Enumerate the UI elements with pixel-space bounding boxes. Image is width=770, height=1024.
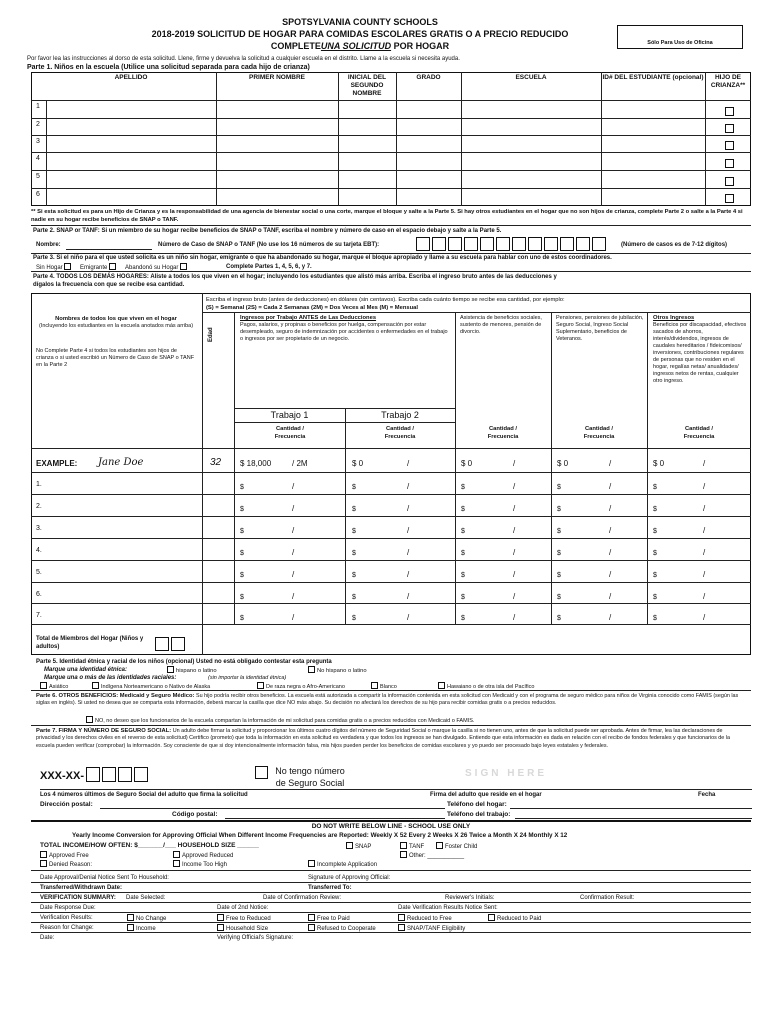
example-job1-frequency bbox=[292, 459, 308, 468]
frequency-slash: / bbox=[609, 548, 612, 557]
income-amount-field[interactable]: $ bbox=[461, 594, 465, 601]
free-to-reduced-label: Free to Reduced bbox=[226, 916, 271, 922]
income-amount-field[interactable]: $ bbox=[461, 550, 465, 557]
approved-free-label: Approved Free bbox=[49, 853, 89, 859]
income-label: Income bbox=[136, 926, 156, 932]
member-row-number: 2. bbox=[36, 503, 42, 510]
part5-title: Parte 5. Identidad étnica y racial de los niños (opcional) Usted no está obligado contestar esta pregunta bbox=[36, 659, 332, 665]
work-income-text: Pagos, salarios, y propinas o beneficios por huelga, compensación por estar desempleado, seguro de indemnización por accidentes o enfermedades en el trabajo o ingresos por ser propietario de un negocio. bbox=[240, 322, 448, 342]
slash: / bbox=[292, 459, 295, 468]
part7-title: Parte 7. FIRMA Y NÚMERO DE SEGURO SOCIAL: bbox=[36, 728, 172, 734]
frequency-slash: / bbox=[703, 482, 706, 491]
part7-text: Un adulto debe firmar la solicitud y proporcionar los últimos cuatro dígitos del número de Seguridad Social o marque la casilla si no tienen uno, antes de que la solicitud puede ser aprobada. Antes de firmar, lea las declaraciones de privacidad y los derechos civiles en el reverso de esta solicitud) Certifico (prometo) que toda la información en esta solicitud es verdadera y que todos los ingresos se han divulgado. Entiendo que esta información es dada en relación con el recibo de fondos federales y que funcionarios de la escuela pueden verificar (comprobar) la información. Soy consciente de que si doy intencionalmente información falsa, mis hijos pueden perder los beneficios de comidas escolares y yo puedo ser procesado bajo leyes estatales y federales. bbox=[36, 728, 730, 749]
case-digit-box[interactable] bbox=[592, 237, 606, 251]
verification-date: Date: bbox=[40, 935, 55, 941]
income-amount-field[interactable]: $ bbox=[240, 528, 244, 535]
case-digit-box[interactable] bbox=[496, 237, 510, 251]
no-share-option[interactable] bbox=[86, 716, 474, 725]
example-age: 32 bbox=[210, 457, 222, 468]
income-amount-field[interactable]: $ bbox=[557, 484, 561, 491]
frequency-slash: / bbox=[703, 504, 706, 513]
income-amount-field[interactable]: $ bbox=[557, 528, 561, 535]
case-digit-box[interactable] bbox=[480, 237, 494, 251]
tanf-label: TANF bbox=[409, 844, 425, 850]
income-amount-field[interactable]: $ bbox=[352, 572, 356, 579]
slash: / bbox=[513, 459, 516, 468]
white-label: Blanco bbox=[380, 684, 397, 690]
asian-checkbox[interactable] bbox=[40, 682, 47, 689]
part6-text: Su hijo podría recibir otros beneficios. La escuela está autorizada a compartir la información contenida en esta solicitud con Medicaid y con el programa de seguro médico para niños de Virginia conocido como FAMIS (según las siglas en inglés). Si usted no desea que se comparta esta información, deberá marcar la casilla que dice NO más abajo. Su decisión no afectará los derechos de su hijo para recibir comidas gratis o a precios reducidos. bbox=[36, 693, 739, 707]
case-digit-box[interactable] bbox=[464, 237, 478, 251]
example-assistance: $ 0 bbox=[461, 459, 473, 468]
income-amount-field[interactable]: $ bbox=[240, 506, 244, 513]
runaway-label: Abandonó su Hogar bbox=[125, 265, 179, 271]
frequency-slash: / bbox=[513, 613, 516, 622]
income-checkbox[interactable] bbox=[127, 924, 134, 931]
frequency-slash: / bbox=[703, 570, 706, 579]
foster-checkbox[interactable] bbox=[725, 124, 734, 133]
results-notice-sent: Date Verification Results Notice Sent: bbox=[398, 905, 498, 911]
frequency-slash: / bbox=[292, 592, 295, 601]
frequency-slash: / bbox=[609, 613, 612, 622]
office-use-box bbox=[617, 25, 743, 49]
member-row-number: 3. bbox=[36, 525, 42, 532]
example-job1: $ 18,000 bbox=[240, 459, 272, 468]
income-amount-field[interactable]: $ bbox=[240, 615, 244, 622]
income-amount-field[interactable]: $ bbox=[352, 506, 356, 513]
income-amount-field[interactable]: $ bbox=[653, 594, 657, 601]
verification-summary: VERIFICATION SUMMARY: bbox=[40, 895, 116, 901]
member-row-number: 6. bbox=[36, 591, 42, 598]
ssn-digit-box[interactable] bbox=[102, 767, 116, 782]
part1-title: Parte 1. Niños en la escuela (Utilice una solicitud separada para cada hijo de crianza) bbox=[27, 64, 310, 71]
hispanic-label: hispano o latino bbox=[176, 668, 217, 674]
incomplete-option[interactable] bbox=[308, 860, 377, 869]
approving-signature: Signature of Approving Official: bbox=[308, 875, 391, 881]
member-row-number: 4. bbox=[36, 547, 42, 554]
foster-office-label: Foster Child bbox=[445, 844, 478, 850]
homeless-checkbox[interactable] bbox=[64, 263, 71, 270]
snap-option[interactable] bbox=[346, 842, 371, 851]
col-school: ESCUELA bbox=[515, 74, 547, 81]
reduced-to-paid-label: Reduced to Paid bbox=[497, 916, 542, 922]
assistance-text: Asistencia de beneficios sociales, sustento de menores, pensión de divorcio. bbox=[460, 315, 542, 335]
amount-frequency-header: Cantidad / Frecuencia bbox=[274, 426, 306, 440]
foster-checkbox[interactable] bbox=[725, 159, 734, 168]
foster-office-checkbox[interactable] bbox=[436, 842, 443, 849]
income-amount-field[interactable]: $ bbox=[461, 506, 465, 513]
per-household: POR HOGAR bbox=[391, 41, 450, 51]
frequency-slash: / bbox=[292, 613, 295, 622]
frequency-slash: / bbox=[513, 482, 516, 491]
race-note: (sin importar la identidad étnica) bbox=[208, 675, 287, 681]
frequency-slash: / bbox=[407, 526, 410, 535]
frequency-value: 2M bbox=[296, 459, 308, 468]
frequency-slash: / bbox=[703, 592, 706, 601]
age-label: Edad bbox=[208, 327, 214, 342]
part4-title-2: dígalos la frecuencia con que se recibe esa cantidad. bbox=[33, 282, 185, 288]
response-due: Date Response Due: bbox=[40, 905, 96, 911]
case-digit-box[interactable] bbox=[448, 237, 462, 251]
col-first-name: PRIMER NOMBRE bbox=[249, 74, 305, 81]
income-amount-field[interactable]: $ bbox=[352, 615, 356, 622]
frequency-slash: / bbox=[292, 548, 295, 557]
approved-reduced-checkbox[interactable] bbox=[173, 851, 180, 858]
frequency-slash: / bbox=[513, 548, 516, 557]
income-amount-field[interactable]: $ bbox=[557, 506, 561, 513]
income-amount-field[interactable]: $ bbox=[461, 572, 465, 579]
complete-word: COMPLETE bbox=[270, 41, 321, 51]
total-income-line: TOTAL INCOME/HOW OFTEN: $_______/___ HOUSEHOLD SIZE ______ bbox=[40, 842, 259, 849]
frequency-slash: / bbox=[513, 526, 516, 535]
not-hispanic-label: No hispano o latino bbox=[317, 668, 367, 674]
income-frequency-note: Escriba el ingreso bruto (antes de deducciones) en dólares (sin centavos). Escriba cada cuánto tiempo se recibe esa cantidad, por ejemplo: bbox=[206, 297, 565, 303]
frequency-slash: / bbox=[609, 482, 612, 491]
second-notice: Date of 2nd Notice: bbox=[217, 905, 269, 911]
example-name: Jane Doe bbox=[98, 457, 144, 468]
frequency-slash: / bbox=[407, 504, 410, 513]
row-number: 1 bbox=[36, 103, 40, 110]
frequency-slash: / bbox=[513, 570, 516, 579]
ssn-caption: Los 4 números últimos de Seguro Social del adulto que firma la solicitud bbox=[40, 792, 248, 798]
income-amount-field[interactable]: $ bbox=[461, 615, 465, 622]
col-middle-initial: INICIAL DEL SEGUNDO NOMBRE bbox=[347, 74, 387, 97]
case-digit-box[interactable] bbox=[416, 237, 430, 251]
notice-sent-date: Date Approval/Denial Notice Sent To Household: bbox=[40, 875, 169, 881]
frequency-slash: / bbox=[609, 526, 612, 535]
other-checkbox[interactable] bbox=[400, 851, 407, 858]
approved-free-checkbox[interactable] bbox=[40, 851, 47, 858]
case-digit-box[interactable] bbox=[544, 237, 558, 251]
frequency-slash: / bbox=[407, 613, 410, 622]
denied-checkbox[interactable] bbox=[40, 860, 47, 867]
ssn-digit-box[interactable] bbox=[118, 767, 132, 782]
refused-checkbox[interactable] bbox=[308, 924, 315, 931]
approved-reduced-label: Approved Reduced bbox=[182, 853, 234, 859]
incomplete-label: Incomplete Application bbox=[317, 862, 378, 868]
date-caption: Fecha bbox=[698, 792, 716, 798]
row-divider bbox=[31, 494, 751, 495]
row-divider bbox=[31, 538, 751, 539]
income-amount-field[interactable]: $ bbox=[352, 528, 356, 535]
case-digit-box[interactable] bbox=[512, 237, 526, 251]
row-number: 3 bbox=[36, 138, 40, 145]
case-digit-box[interactable] bbox=[576, 237, 590, 251]
income-amount-field[interactable]: $ bbox=[653, 615, 657, 622]
amount-frequency-header: Cantidad / Frecuencia bbox=[683, 426, 715, 440]
col-last-name: APELLIDO bbox=[114, 74, 148, 81]
postal-code-label: Código postal: bbox=[172, 811, 218, 818]
frequency-slash: / bbox=[609, 592, 612, 601]
household-size-checkbox[interactable] bbox=[217, 924, 224, 931]
income-amount-field[interactable]: $ bbox=[352, 484, 356, 491]
income-amount-field[interactable]: $ bbox=[240, 550, 244, 557]
col-grade: GRADO bbox=[416, 74, 441, 81]
confirmation-review-date: Date of Confirmation Review: bbox=[263, 895, 342, 901]
col-student-id: ID# DEL ESTUDIANTE (opcional) bbox=[602, 74, 704, 81]
foster-checkbox[interactable] bbox=[725, 107, 734, 116]
free-to-reduced-checkbox[interactable] bbox=[217, 914, 224, 921]
migrant-label: Emigrante bbox=[80, 265, 108, 271]
total-digit-box[interactable] bbox=[171, 637, 185, 651]
amount-frequency-header: Cantidad / Frecuencia bbox=[384, 426, 416, 440]
reduced-to-free-label: Reduced to Free bbox=[407, 916, 452, 922]
instructions-text: Por favor lea las instrucciones al dorso de esta solicitud. Llene, firme y devuelva la solicitud a cualquier escuela en el distrito. Llame a la escuela si necesita ayuda. bbox=[27, 56, 460, 62]
part2-title: Parte 2. SNAP or TANF: Si un miembro de su hogar recibe beneficios de SNAP o TANF, escriba el nombre y número de caso en el espacio debajo y salte a la Parte 5. bbox=[33, 228, 502, 234]
case-digit-box[interactable] bbox=[432, 237, 446, 251]
slash: / bbox=[609, 459, 612, 468]
income-high-option[interactable] bbox=[173, 860, 227, 869]
foster-option[interactable] bbox=[436, 842, 477, 851]
foster-footnote: ** Si esta solicitud es para un Hijo de Crianza y es la responsabilidad de una agencia de bienestar social o una corte, marque el bloque y salte a la Parte 5. Si hay otros estudiantes en el hogar que no son hijos de crianza, complete Parte 2 o salte a la Parte 4 si nadie en su hogar recibe beneficios de SNAP o TANF. bbox=[31, 209, 743, 223]
income-amount-field[interactable]: $ bbox=[461, 528, 465, 535]
row-divider bbox=[31, 516, 751, 517]
part6-title: Parte 6. OTROS BENEFICIOS: Medicaid y Seguro Médico: bbox=[36, 693, 195, 699]
frequency-slash: / bbox=[292, 504, 295, 513]
case-digits-note: (Número de casos es de 7-12 dígitos) bbox=[621, 242, 728, 248]
free-to-paid-label: Free to Paid bbox=[317, 916, 350, 922]
frequency-slash: / bbox=[703, 526, 706, 535]
ssn-prefix: XXX-XX- bbox=[40, 770, 85, 782]
other-option[interactable] bbox=[400, 851, 464, 860]
snap-checkbox[interactable] bbox=[346, 842, 353, 849]
income-amount-field[interactable]: $ bbox=[557, 550, 561, 557]
part3-title: Parte 3. Si el niño para el que usted solicita es un niño sin hogar, emigrante o que ha abandonado su hogar, marque el bloque apropiado y llame a su escuela para hablar con uno de estos coordinadores. bbox=[33, 255, 612, 261]
asian-label: Asiático bbox=[49, 684, 69, 690]
date-selected: Date Selected: bbox=[126, 895, 166, 901]
snap-label: SNAP bbox=[355, 844, 372, 850]
work-income-title: Ingresos por Trabajo ANTES de Las Deducciones bbox=[240, 315, 377, 321]
school-district-title: SPOTSYLVANIA COUNTY SCHOOLS bbox=[282, 17, 438, 27]
row-divider bbox=[31, 560, 751, 561]
frequency-slash: / bbox=[407, 570, 410, 579]
foster-checkbox[interactable] bbox=[725, 177, 734, 186]
address-label: Dirección postal: bbox=[40, 801, 93, 808]
no-share-checkbox[interactable] bbox=[86, 716, 93, 723]
example-job2: $ 0 bbox=[352, 459, 364, 468]
reason-for-change: Reason for Change: bbox=[40, 925, 94, 931]
income-amount-field[interactable]: $ bbox=[653, 484, 657, 491]
frequency-slash: / bbox=[292, 482, 295, 491]
no-change-label: No Change bbox=[136, 916, 167, 922]
transferred-to: Transferred To: bbox=[308, 885, 352, 891]
sign-here-watermark: SIGN HERE bbox=[465, 768, 548, 779]
frequency-slash: / bbox=[513, 504, 516, 513]
snap-name-label: Nombre: bbox=[36, 242, 61, 248]
amount-frequency-header: Cantidad / Frecuencia bbox=[487, 426, 519, 440]
income-amount-field[interactable]: $ bbox=[352, 594, 356, 601]
income-amount-field[interactable]: $ bbox=[352, 550, 356, 557]
income-amount-field[interactable]: $ bbox=[653, 572, 657, 579]
runaway-checkbox[interactable] bbox=[180, 263, 187, 270]
col-foster-child: HIJO DE CRIANZA** bbox=[710, 74, 746, 89]
one-application: UNA SOLICITUD bbox=[320, 41, 392, 51]
frequency-slash: / bbox=[292, 526, 295, 535]
reduced-to-free-checkbox[interactable] bbox=[398, 914, 405, 921]
no-ssn-checkbox[interactable] bbox=[255, 766, 268, 779]
frequency-slash: / bbox=[407, 592, 410, 601]
example-label: EXAMPLE: bbox=[36, 459, 78, 468]
income-amount-field[interactable]: $ bbox=[557, 594, 561, 601]
confirmation-result: Confirmation Result: bbox=[580, 895, 635, 901]
frequency-slash: / bbox=[407, 482, 410, 491]
member-row-number: 5. bbox=[36, 569, 42, 576]
no-change-checkbox[interactable] bbox=[127, 914, 134, 921]
native-label: Indígena Norteamericano o Nativo de Alaska bbox=[101, 684, 211, 690]
snap-case-label: Número de Caso de SNAP o TANF (No use los 16 números de su tarjeta EBT): bbox=[158, 242, 380, 248]
income-high-label: Income Too High bbox=[182, 862, 227, 868]
verification-results: Verification Results: bbox=[40, 915, 93, 921]
black-label: De raza negra o Afro-Americano bbox=[266, 684, 345, 690]
frequency-slash: / bbox=[609, 570, 612, 579]
names-column-sub: (Incluyendo los estudiantes en la escuela anotados más arriba) bbox=[38, 323, 194, 329]
foster-checkbox[interactable] bbox=[725, 141, 734, 150]
migrant-checkbox[interactable] bbox=[109, 263, 116, 270]
school-use-banner: DO NOT WRITE BELOW LINE - SCHOOL USE ONLY bbox=[311, 823, 471, 830]
signature-caption: Firma del adulto que reside en el hogar bbox=[430, 792, 542, 798]
no-ssn-label: No tengo número de Seguro Social bbox=[275, 766, 345, 788]
row-number: 5 bbox=[36, 173, 40, 180]
frequency-slash: / bbox=[609, 504, 612, 513]
household-size-label: Household Size bbox=[226, 926, 269, 932]
form-title: 2018-2019 SOLICITUD DE HOGAR PARA COMIDAS ESCOLARES GRATIS O A PRECIO REDUCIDO bbox=[151, 29, 569, 39]
income-amount-field[interactable]: $ bbox=[557, 615, 561, 622]
frequency-slash: / bbox=[292, 570, 295, 579]
transferred-date: Transferred/Withdrawn Date: bbox=[40, 885, 122, 891]
income-amount-field[interactable]: $ bbox=[461, 484, 465, 491]
native-checkbox[interactable] bbox=[92, 682, 99, 689]
pension-text: Pensiones, pensiones de jubilación, Seguro Social, Ingreso Social Suplementario, beneficios de Veteranos. bbox=[556, 315, 644, 342]
case-digit-box[interactable] bbox=[560, 237, 574, 251]
pacific-checkbox[interactable] bbox=[438, 682, 445, 689]
job1-label: Trabajo 1 bbox=[270, 410, 309, 420]
not-hispanic-option[interactable] bbox=[308, 666, 367, 675]
refused-label: Refused to Cooperate bbox=[317, 926, 376, 932]
part6-block bbox=[36, 692, 748, 708]
income-amount-field[interactable]: $ bbox=[240, 572, 244, 579]
pacific-label: Hawaiano o de otra isla del Pacífico bbox=[447, 684, 535, 690]
part4-title: Parte 4. TODOS LOS DEMÁS HOGARES: Aliste a todos los que viven en el hogar; incluyendo los estudiantes que alistó más arriba. Escriba el ingreso bruto antes de las deducciones y bbox=[33, 274, 557, 280]
free-to-paid-checkbox[interactable] bbox=[308, 914, 315, 921]
member-row-number: 7. bbox=[36, 612, 42, 619]
snap-tanf-checkbox[interactable] bbox=[398, 924, 405, 931]
other-income-text: Beneficios por discapacidad, efectivos sacados de ahorros, interés/dividendos, ingresos de caudales hereditarios / fideicomisos/ inversiones, contribuciones regulares de personas que no residen en el hogar, regalías netas/ anualidades/ ingresos netos de rentas, cualquier otro ingreso. bbox=[653, 322, 747, 384]
income-amount-field[interactable]: $ bbox=[557, 572, 561, 579]
not-hispanic-checkbox[interactable] bbox=[308, 666, 315, 673]
income-amount-field[interactable]: $ bbox=[653, 528, 657, 535]
office-use-label: Sólo Para Uso de Oficina bbox=[647, 40, 713, 46]
frequency-slash: / bbox=[407, 548, 410, 557]
slash: / bbox=[407, 459, 410, 468]
denied-option[interactable] bbox=[40, 860, 92, 869]
row-divider bbox=[31, 603, 751, 604]
row-number: 4 bbox=[36, 155, 40, 162]
part7-block bbox=[36, 727, 748, 750]
other-label: Other: ___________ bbox=[409, 853, 465, 859]
hispanic-checkbox[interactable] bbox=[167, 666, 174, 673]
case-digit-box[interactable] bbox=[528, 237, 542, 251]
row-number: 2 bbox=[36, 121, 40, 128]
income-amount-field[interactable]: $ bbox=[240, 594, 244, 601]
example-other: $ 0 bbox=[653, 459, 665, 468]
work-phone-label: Teléfono del trabajo: bbox=[447, 811, 511, 818]
approved-reduced-option[interactable] bbox=[173, 851, 233, 860]
incomplete-checkbox[interactable] bbox=[308, 860, 315, 867]
total-members-label: Total de Miembros del Hogar (Niños y adultos) bbox=[36, 636, 144, 650]
black-checkbox[interactable] bbox=[257, 682, 264, 689]
no-share-label: NO, no deseo que los funcionarios de la escuela compartan la información de mi solicitud para comidas gratis o a precios reducidos con Medicaid o FAMIS. bbox=[95, 718, 475, 724]
other-income-title: Otros Ingresos bbox=[653, 315, 695, 321]
form-subtitle bbox=[220, 41, 500, 51]
frequency-slash: / bbox=[513, 592, 516, 601]
income-amount-field[interactable]: $ bbox=[240, 484, 244, 491]
snap-tanf-label: SNAP/TANF Eligibility bbox=[407, 926, 466, 932]
part3-complete-note: Complete Partes 1, 4, 5, 6, y 7. bbox=[226, 264, 312, 270]
member-row-number: 1. bbox=[36, 481, 42, 488]
home-phone-label: Teléfono del hogar: bbox=[447, 801, 507, 808]
names-column-title: Nombres de todos los que viven en el hogar bbox=[55, 316, 177, 322]
race-label: Marque una o más de las identidades raciales: bbox=[44, 675, 177, 681]
ssn-digit-box[interactable] bbox=[86, 767, 100, 782]
row-number: 6 bbox=[36, 191, 40, 198]
homeless-label: Sin Hogar bbox=[36, 265, 63, 271]
white-checkbox[interactable] bbox=[371, 682, 378, 689]
reviewer-initials: Reviewer's Initials: bbox=[445, 895, 495, 901]
income-amount-field[interactable]: $ bbox=[653, 550, 657, 557]
frequency-codes: (S) = Semanal (2S) = Cada 2 Semanas (2M) = Dos Veces al Mes (M) = Mensual bbox=[206, 305, 418, 311]
job2-label: Trabajo 2 bbox=[381, 410, 419, 420]
verifying-signature: Verifying Official's Signature: bbox=[217, 935, 294, 941]
names-column-note: No Complete Parte 4 si todos los estudiantes son hijos de crianza o si usted escribió un Número de Caso de SNAP o TANF en la Parte 2 bbox=[36, 348, 195, 368]
row-divider bbox=[31, 582, 751, 583]
income-conversion: Yearly Income Conversion for Approving Official When Different Income Frequencies are Reported: Weekly X 52 Every 2 Weeks X 26 Twice a Month X 24 Monthly X 12 bbox=[72, 832, 568, 839]
income-high-checkbox[interactable] bbox=[173, 860, 180, 867]
tanf-checkbox[interactable] bbox=[400, 842, 407, 849]
ssn-digit-box[interactable] bbox=[134, 767, 148, 782]
foster-checkbox[interactable] bbox=[725, 194, 734, 203]
total-digit-box[interactable] bbox=[155, 637, 169, 651]
example-pension: $ 0 bbox=[557, 459, 569, 468]
approved-free-option[interactable] bbox=[40, 851, 89, 860]
reduced-to-paid-checkbox[interactable] bbox=[488, 914, 495, 921]
slash: / bbox=[703, 459, 706, 468]
frequency-slash: / bbox=[703, 548, 706, 557]
amount-frequency-header: Cantidad / Frecuencia bbox=[583, 426, 615, 440]
frequency-slash: / bbox=[703, 613, 706, 622]
ethnic-label: Marque una identidad étnica: bbox=[44, 667, 128, 673]
denied-label: Denied Reason: bbox=[49, 862, 93, 868]
tanf-option[interactable] bbox=[400, 842, 424, 851]
income-amount-field[interactable]: $ bbox=[653, 506, 657, 513]
